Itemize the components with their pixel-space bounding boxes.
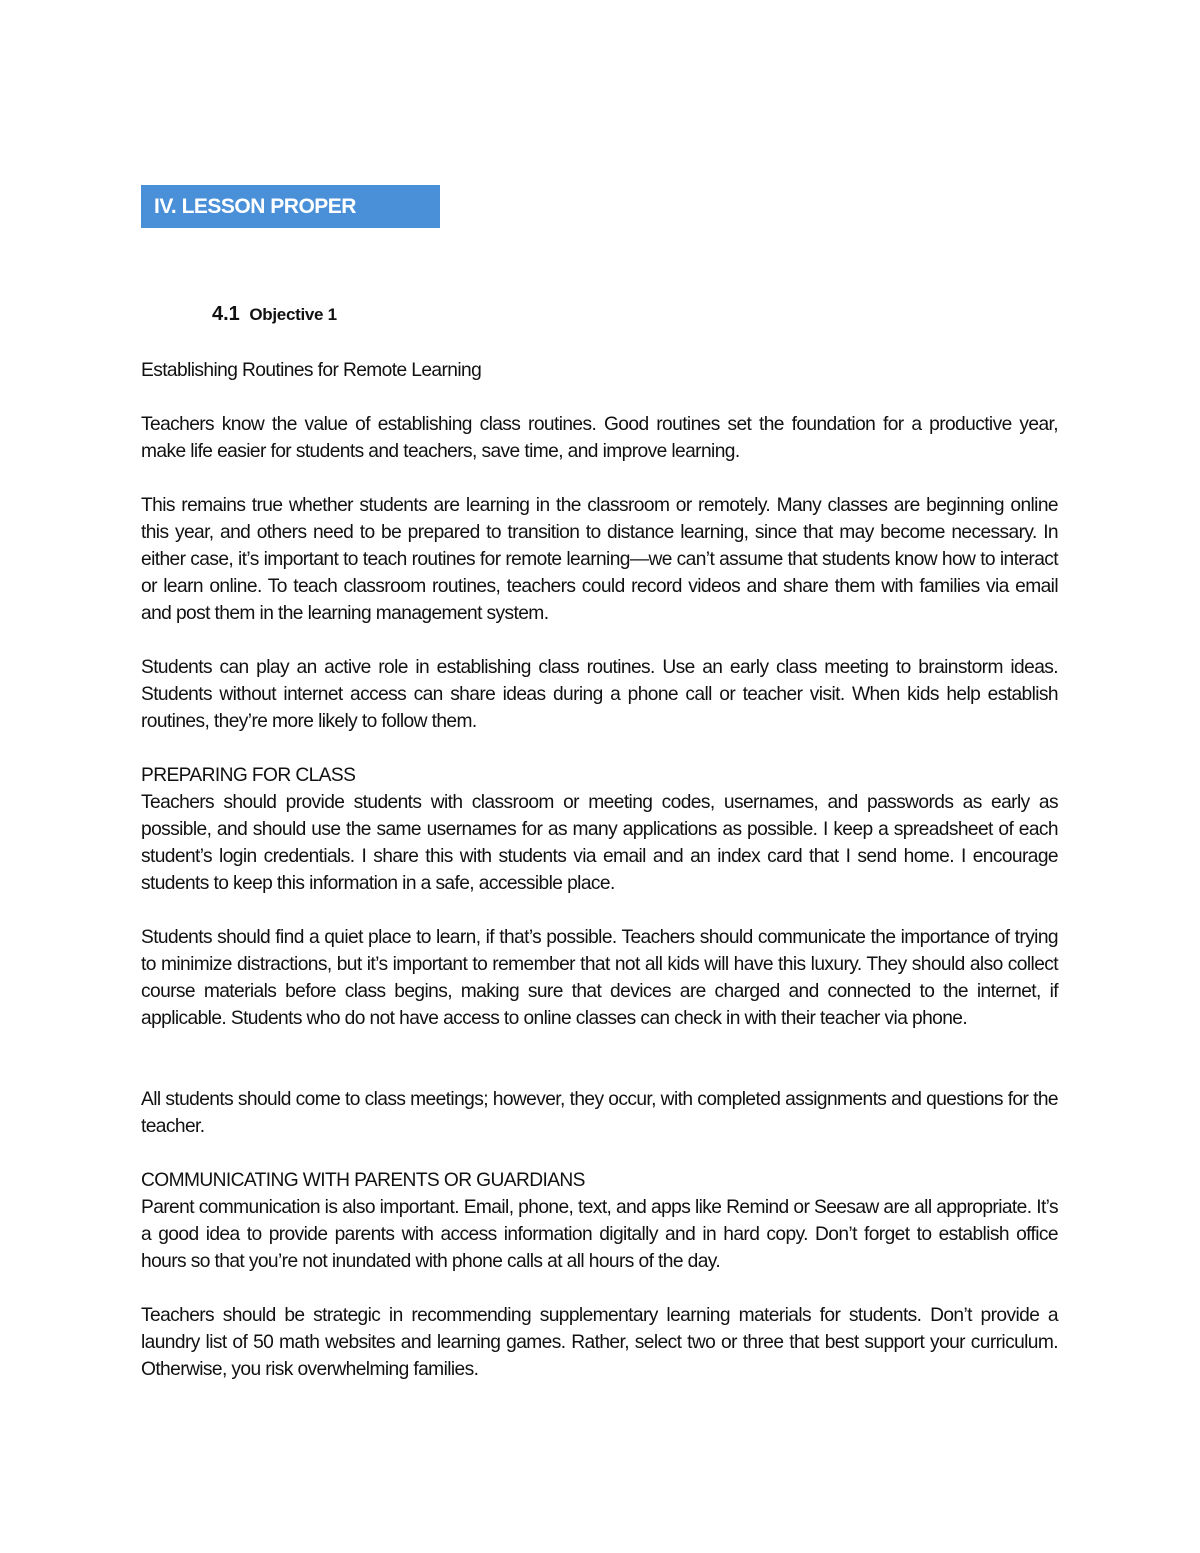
- paragraph: All students should come to class meetings; however, they occur, with completed assignments and questions for the teacher.: [141, 1089, 1058, 1137]
- section-heading-preparing: PREPARING FOR CLASS: [141, 765, 356, 786]
- paragraph: Teachers know the value of establishing class routines. Good routines set the foundation for a productive year, make life easier for students and teachers, save time, and improve learning.: [141, 414, 1058, 462]
- section-heading-communicating: COMMUNICATING WITH PARENTS OR GUARDIANS: [141, 1170, 585, 1191]
- paragraph: Teachers should provide students with classroom or meeting codes, usernames, and passwords as early as possible, and should use the same usernames for as many applications as possible. I keep a spreadsheet of each student’s login credentials. I share this with students via email and an index card that I send home. I encourage students to keep this information in a safe, accessible place.: [141, 792, 1058, 894]
- paragraph: Parent communication is also important. Email, phone, text, and apps like Remind or Seesaw are all appropriate. It’s a good idea to provide parents with access information digitally and in hard copy. Don’t forget to establish office hours so that you’re not inundated with phone calls at all hours of the day.: [141, 1197, 1058, 1272]
- paragraph: This remains true whether students are learning in the classroom or remotely. Many classes are beginning online this year, and others need to be prepared to transition to distance learning, since that may become necessary. In either case, it’s important to teach routines for remote learning—we can’t assume that students know how to interact or learn online. To teach classroom routines, teachers could record videos and share them with families via email and post them in the learning management system.: [141, 495, 1058, 624]
- lesson-title: Establishing Routines for Remote Learning: [141, 360, 482, 381]
- paragraph: Teachers should be strategic in recommending supplementary learning materials for students. Don’t provide a laundry list of 50 math websites and learning games. Rather, select two or three that best support your curriculum. Otherwise, you risk overwhelming families.: [141, 1305, 1058, 1380]
- objective-heading: [212, 303, 337, 326]
- objective-number: 4.1: [212, 303, 240, 325]
- paragraph: Students can play an active role in establishing class routines. Use an early class meeting to brainstorm ideas. Students without internet access can share ideas during a phone call or teacher visit. When kids help establish routines, they’re more likely to follow them.: [141, 657, 1058, 732]
- section-banner: IV. LESSON PROPER: [141, 185, 440, 228]
- objective-label: Objective 1: [249, 305, 337, 324]
- paragraph: Students should find a quiet place to learn, if that’s possible. Teachers should communicate the importance of trying to minimize distractions, but it’s important to remember that not all kids will have this luxury. They should also collect course materials before class begins, making sure that devices are charged and connected to the internet, if applicable. Students who do not have access to online classes can check in with their teacher via phone.: [141, 927, 1058, 1029]
